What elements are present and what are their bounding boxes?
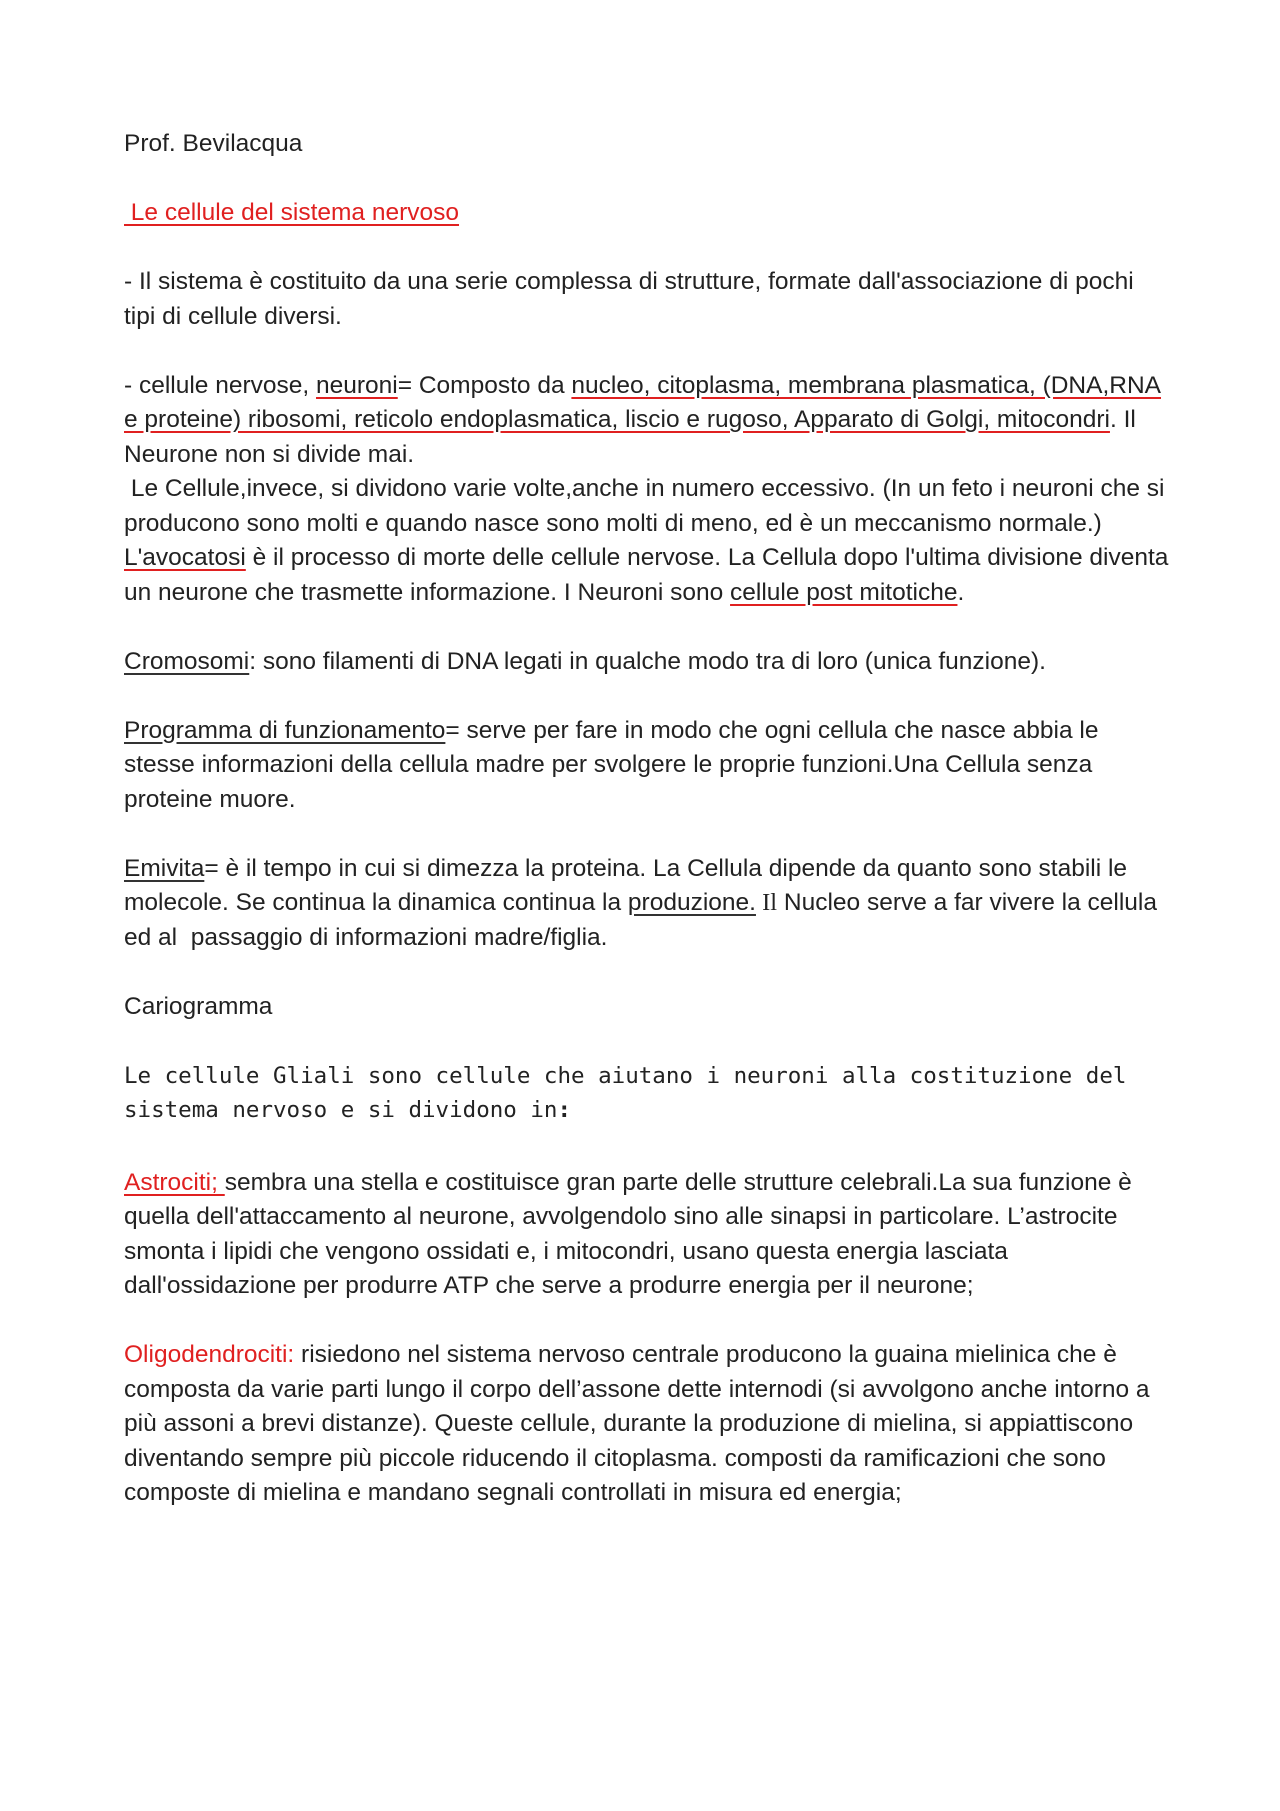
neuroni-end: . Il Neurone non si divide mai. [124, 406, 1136, 468]
neuroni-eq: = Composto da [397, 371, 572, 399]
programma-text: = serve per fare in modo che ogni cellula che nasce abbia le stesse informazioni della cellula madre per svolgere le proprie funzioni.Una Cellula senza proteine muore. [124, 716, 1099, 813]
cariogramma-text: Cariogramma [124, 992, 273, 1020]
cromosomi-paragraph [124, 645, 1170, 680]
oligodendrociti-term: Oligodendrociti: [124, 1341, 295, 1368]
post-mitotiche-term: cellule post mitotiche [730, 578, 958, 606]
gliali-text: Le cellule Gliali sono cellule che aiutano i neuroni alla costituzione del sistema nervoso e si dividono in [124, 1062, 1127, 1123]
emivita-paragraph [124, 852, 1170, 956]
emivita-il: Il [755, 889, 778, 916]
title-text: Le cellule del sistema nervoso [124, 199, 460, 226]
cromosomi-text: : sono filamenti di DNA legati in qualche modo tra di loro (unica funzione). [249, 647, 1046, 675]
neuroni-components: nucleo, citoplasma, membrana plasmatica, (DNA,RNA e proteine) ribosomi, reticolo endoplasmatica, liscio e rugoso, Apparato di Golgi, mitocondri [124, 371, 1161, 433]
emivita-text1: = è il tempo in cui si dimezza la proteina. La Cellula dipende da quanto sono stabili le molecole. Se continua la dinamica continua la [124, 854, 1128, 916]
cromosomi-term: Cromosomi [124, 647, 250, 675]
cellule-part3: . [957, 578, 965, 606]
astrociti-term: Astrociti; [124, 1168, 225, 1196]
emivita-text2: Nucleo serve a far vivere la cellula ed al passaggio di informazioni madre/figlia. [124, 889, 1164, 951]
astrociti-paragraph [124, 1166, 1170, 1304]
neuroni-lead: - cellule nervose, [124, 371, 317, 399]
document-title [124, 196, 1170, 231]
cellule-part1: Le Cellule,invece, si dividono varie volte,anche in numero eccessivo. (In un feto i neuroni che si producono sono molti e quando nasce sono molti di meno, ed è un meccanismo normale.) [124, 475, 1172, 537]
intro-text: - Il sistema è costituito da una serie complessa di strutture, formate dall'associazione di pochi tipi di cellule diversi. [124, 268, 1134, 330]
gliali-colon: : [557, 1097, 572, 1123]
oligodendrociti-text: risiedono nel sistema nervoso centrale producono la guaina mielinica che è composta da varie parti lungo il corpo dell’assone dette internodi (si avvolgono anche intorno a più assoni a brevi distanze). Queste cellule, durante la produzione di mielina, si appiattiscono diventando sempre più piccole riducendo il citoplasma. composti da ramificazioni che sono composte di mielina e mandano segnali controllati in misura ed energia; [124, 1341, 1150, 1506]
apoptosi-term: L'avocatosi [124, 544, 246, 571]
programma-paragraph [124, 714, 1170, 818]
oligodendrociti-paragraph [124, 1338, 1170, 1511]
cellule-paragraph [124, 472, 1170, 610]
author-text: Prof. Bevilacqua [124, 130, 303, 157]
emivita-term: Emivita [124, 854, 205, 882]
gliali-paragraph [124, 1059, 1170, 1128]
cariogramma-heading [124, 990, 1170, 1025]
intro-paragraph [124, 265, 1170, 334]
astrociti-text: sembra una stella e costituisce gran parte delle strutture celebrali.La sua funzione è quella dell'attaccamento al neurone, avvolgendolo sino alle sinapsi in particolare. L’astrocite smonta i lipidi che vengono ossidati e, i mitocondri, usano questa energia lasciata dall'ossidazione per produrre ATP che serve a produrre energia per il neurone; [124, 1168, 1132, 1299]
neuroni-term: neuroni [316, 371, 398, 399]
author-line [124, 127, 1170, 162]
cellule-part2: è il processo di morte delle cellule nervose. La Cellula dopo l'ultima divisione diventa un neurone che trasmette informazione. I Neuroni sono [124, 544, 1169, 606]
programma-term: Programma di funzionamento [124, 716, 446, 744]
produzione-term: produzione. [627, 889, 756, 916]
neuroni-paragraph [124, 369, 1170, 473]
